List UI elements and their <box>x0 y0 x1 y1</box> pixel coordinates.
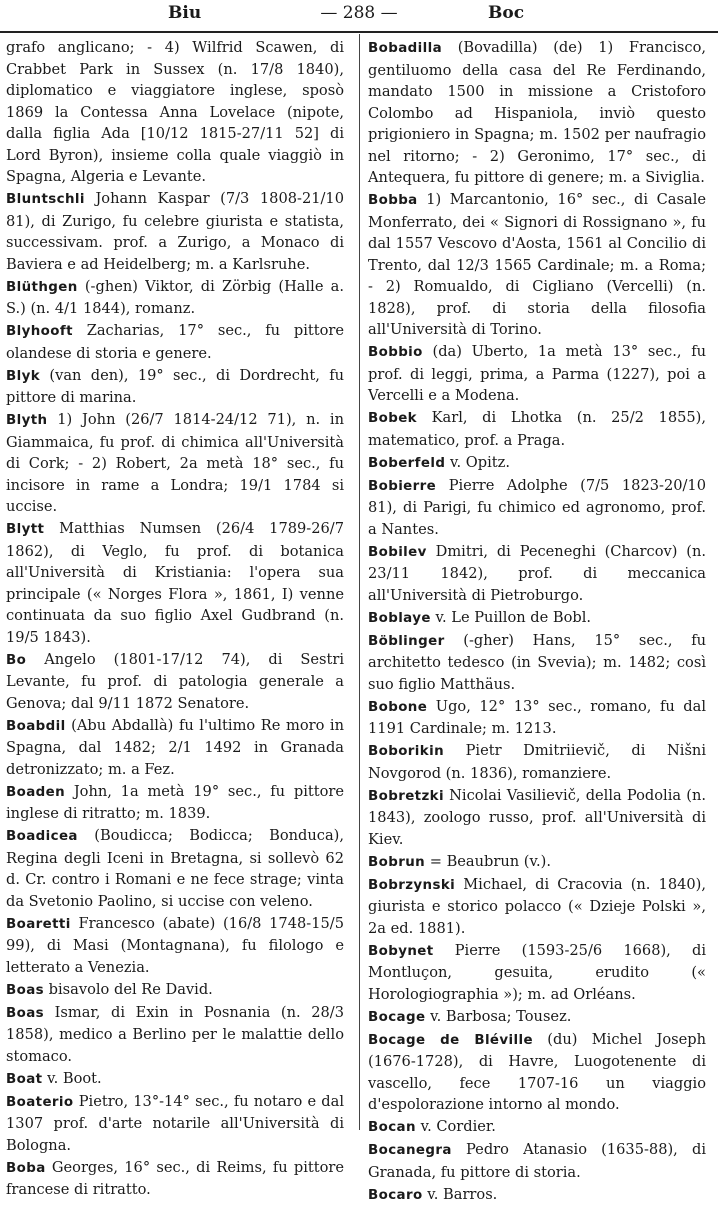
dictionary-entry <box>6 365 344 409</box>
entry-headword: Boadicea <box>6 829 78 844</box>
dictionary-entry <box>6 1002 344 1068</box>
dictionary-entry <box>368 740 706 784</box>
dictionary-entry <box>6 649 344 715</box>
entry-headword: Bocage <box>368 1009 426 1025</box>
dictionary-entry <box>368 696 706 740</box>
dictionary-entry <box>6 276 344 320</box>
dictionary-entry <box>6 979 344 1002</box>
entry-text: Pedro Atanasio (1635-88), di Granada, fu pittore di storia. <box>368 1141 707 1181</box>
dictionary-entry <box>368 940 706 1006</box>
entry-text: Nicolai Vasilievič, della Podolia (n. 1843), zoologo russo, prof. all'Università di Kiev. <box>368 786 706 848</box>
entry-headword: Blyk <box>6 368 41 384</box>
entry-headword: Bobba <box>368 193 418 208</box>
entry-text: Pierre Adolphe (7/5 1823-20/10 81), di Parigi, fu chimico ed agronomo, prof. a Nantes. <box>368 476 706 538</box>
entry-text: (Bovadilla) (de) 1) Francisco, gentiluomo della casa del Re Ferdinando, mandato 1500 in missione a Cristoforo Colombo ad Hispaniola, inviò questo prigioniero in Spagna; m. 1502 per naufragio nel ritorno; - 2) Geronimo, 17° sec., di Antequera, fu pittore di genere; m. a Siviglia. <box>368 39 707 186</box>
entry-headword: Boaterio <box>6 1094 74 1110</box>
entry-text: v. Cordier. <box>420 1118 496 1135</box>
entry-headword: Boas <box>6 1005 45 1021</box>
entry-headword: Boabdil <box>6 718 66 734</box>
entry-headword: Bobbio <box>368 345 423 360</box>
header-left-guide: Biu <box>168 3 202 23</box>
header-right-guide: Boc <box>488 3 525 23</box>
dictionary-entry <box>6 1157 344 1201</box>
entry-text: (van den), 19° sec., di Dordrecht, fu pittore di marina. <box>6 366 344 406</box>
dictionary-entry <box>368 851 706 874</box>
entry-text: grafo anglicano; - 4) Wilfrid Scawen, di Crabbet Park in Sussex (n. 17/8 1840), diplomatico e viaggiatore inglese, sposò 1869 la Contessa Anna Lovelace (nipote, dalla figlia Ada [10/12 1815-27/11 52] di Lord Byron), insieme colla quale viaggiò in Spagna, Algeria e Levante. <box>6 39 344 185</box>
entry-text: Karl, di Lhotka (n. 25/2 1855), matematico, prof. a Praga. <box>368 409 707 449</box>
dictionary-entry <box>368 1116 706 1139</box>
entry-text: 1) John (26/7 1814-24/12 71), n. in Giammaica, fu prof. di chimica all'Università di Cork; - 2) Robert, 2a metà 18° sec., fu incisore in rame a Londra; 19/1 1784 si uccise. <box>6 411 344 515</box>
entry-text: Dmitri, di Peceneghi (Charcov) (n. 23/11 1842), prof. di meccanica all'Università di Pietroburgo. <box>368 542 706 604</box>
entry-headword: Boaretti <box>6 916 71 932</box>
entry-text: (Boudicca; Bodicca; Bonduca), Regina degli Iceni in Bretagna, si sollevò 62 d. Cr. contro i Romani e ne fece strage; vinta da Svetonio Paolino, si uccise con veleno. <box>6 827 344 910</box>
entry-headword: Boaden <box>6 784 66 800</box>
dictionary-entry <box>6 1091 344 1157</box>
entry-text: v. Opitz. <box>450 453 510 471</box>
entry-headword: Boas <box>6 982 45 998</box>
entry-headword: Blyth <box>6 413 48 428</box>
entry-text: v. Boot. <box>47 1069 102 1087</box>
dictionary-entry <box>6 37 344 188</box>
entry-text: 1) Marcantonio, 16° sec., di Casale Monferrato, dei « Signori di Rossignano », fu dal 1557 Vescovo d'Aosta, 1561 al Concilio di Trento, dal 12/3 1565 Cardinale; m. a Roma; - 2) Romualdo, di Cigliano (Vercelli) (n. 1828), prof. di storia della filosofia all'Università di Torino. <box>368 191 706 338</box>
entry-headword: Boba <box>6 1160 46 1176</box>
dictionary-entry <box>368 541 706 607</box>
entry-text: Georges, 16° sec., di Reims, fu pittore francese di ritratto. <box>6 1158 345 1198</box>
entry-headword: Blyhooft <box>6 324 73 339</box>
entry-text: = Beaubrun (v.). <box>429 852 551 870</box>
entry-text: (-gher) Hans, 15° sec., fu architetto tedesco (in Svevia); m. 1482; così suo figlio Matthäus. <box>368 631 706 693</box>
dictionary-entry <box>368 452 706 475</box>
entry-text: v. Le Puillon de Bobl. <box>435 608 592 626</box>
entry-text: Pietr Dmitriievič, di Nišni Novgorod (n. 1836), romanziere. <box>368 742 706 782</box>
entry-headword: Bocaro <box>368 1187 423 1203</box>
entry-text: Johann Kaspar (7/3 1808-21/10 81), di Zurigo, fu celebre giurista e statista, successivam. prof. a Zurigo, a Monaco di Baviera e ad Heidelberg; m. a Karlsruhe. <box>6 190 345 273</box>
entry-text: John, 1a metà 19° sec., fu pittore inglese di ritratto; m. 1839. <box>6 782 344 822</box>
entry-text: Angelo (1801-17/12 74), di Sestri Levante, fu prof. di patologia generale a Genova; dal 9/11 1872 Senatore. <box>6 650 345 712</box>
entry-text: (Abu Abdallà) fu l'ultimo Re moro in Spagna, dal 1482; 2/1 1492 in Granada detronizzato; m. a Fez. <box>6 716 344 778</box>
entry-headword: Boberfeld <box>368 455 446 471</box>
entry-headword: Bocanegra <box>368 1143 452 1158</box>
entry-text: Michael, di Cracovia (n. 1840), giurista e storico polacco (« Dzieje Polski », 2a ed. 1881). <box>368 875 707 937</box>
entry-text: Ugo, 12° 13° sec., romano, fu dal 1191 Cardinale; m. 1213. <box>368 697 706 737</box>
entry-headword: Bocage de Bléville <box>368 1032 533 1048</box>
entry-text: v. Barros. <box>427 1185 498 1203</box>
dictionary-entry <box>6 913 344 979</box>
entry-text: Zacharias, 17° sec., fu pittore olandese di storia e genere. <box>6 322 344 362</box>
entry-text: bisavolo del Re David. <box>48 980 213 998</box>
entry-headword: Bobilev <box>368 544 427 560</box>
entry-text: Francesco (abate) (16/8 1748-15/5 99), di Masi (Montagnana), fu filologo e letterato a Venezia. <box>6 914 344 976</box>
entry-headword: Böblinger <box>368 633 445 649</box>
entry-text: (-ghen) Viktor, di Zörbig (Halle a. S.) (n. 4/1 1844), romanz. <box>6 277 344 317</box>
dictionary-entry <box>368 1029 706 1116</box>
dictionary-entry <box>6 518 344 648</box>
entry-headword: Bobretzki <box>368 788 444 804</box>
entry-headword: Bobrzynski <box>368 877 456 893</box>
entry-text: Matthias Numsen (26/4 1789-26/7 1862), di Veglo, fu prof. di botanica all'Università di Kristiania: l'opera sua principale (« Norges Flora », 1861, I) venne continuata da suo figlio Axel Gudbrand (n. 19/5 1843). <box>6 520 345 646</box>
dictionary-entry <box>368 341 706 407</box>
page-number: — 288 — <box>320 3 398 23</box>
entry-text: Ismar, di Exin in Posnania (n. 28/3 1858), medico a Berlino per le malattie dello stomaco. <box>6 1003 345 1065</box>
dictionary-entry <box>368 630 706 696</box>
dictionary-entry <box>368 785 706 851</box>
dictionary-entry <box>6 825 344 912</box>
entry-headword: Bobrun <box>368 854 426 870</box>
header-rule <box>0 31 718 33</box>
dictionary-entry <box>368 1006 706 1029</box>
entry-headword: Boborikin <box>368 744 445 759</box>
dictionary-entry <box>368 1139 706 1183</box>
page-header <box>0 0 718 32</box>
dictionary-entry <box>368 874 706 940</box>
entry-headword: Bobierre <box>368 478 437 494</box>
entry-text: Pierre (1593-25/6 1668), di Montluçon, gesuita, erudito (« Horologiographia »); m. ad Orléans. <box>368 941 706 1003</box>
dictionary-entry <box>6 1068 344 1091</box>
column-divider <box>359 34 360 1130</box>
entry-headword: Boat <box>6 1071 43 1087</box>
entry-text: Pietro, 13°-14° sec., fu notaro e dal 1307 prof. d'arte notarile all'Università di Bologna. <box>6 1092 345 1154</box>
left-column <box>6 37 344 1201</box>
dictionary-entry <box>6 188 344 275</box>
dictionary-entry <box>6 715 344 781</box>
entry-headword: Bobynet <box>368 943 434 959</box>
dictionary-entry <box>368 607 706 630</box>
entry-headword: Bobadilla <box>368 41 443 56</box>
dictionary-entry <box>368 1184 706 1207</box>
right-column <box>368 37 706 1207</box>
entry-headword: Bobone <box>368 699 428 715</box>
dictionary-entry <box>6 409 344 518</box>
entry-headword: Blytt <box>6 522 45 537</box>
dictionary-entry <box>6 781 344 825</box>
entry-headword: Blüthgen <box>6 279 78 295</box>
dictionary-entry <box>368 37 706 189</box>
entry-headword: Bobek <box>368 411 417 426</box>
entry-text: v. Barbosa; Tousez. <box>430 1007 572 1025</box>
entry-text: (da) Uberto, 1a metà 13° sec., fu prof. di leggi, prima, a Parma (1227), poi a Vercelli e a Modena. <box>368 343 707 404</box>
entry-headword: Boblaye <box>368 610 431 626</box>
entry-headword: Bluntschli <box>6 192 85 207</box>
dictionary-entry <box>368 189 706 341</box>
dictionary-entry <box>368 407 706 451</box>
entry-text: (du) Michel Joseph (1676-1728), di Havre, Luogotenente di vascello, fece 1707-16 un viaggio d'espolorazione intorno al mondo. <box>368 1030 706 1113</box>
dictionary-entry <box>6 320 344 364</box>
dictionary-entry <box>368 475 706 541</box>
entry-headword: Bocan <box>368 1120 416 1135</box>
entry-headword: Bo <box>6 652 27 668</box>
